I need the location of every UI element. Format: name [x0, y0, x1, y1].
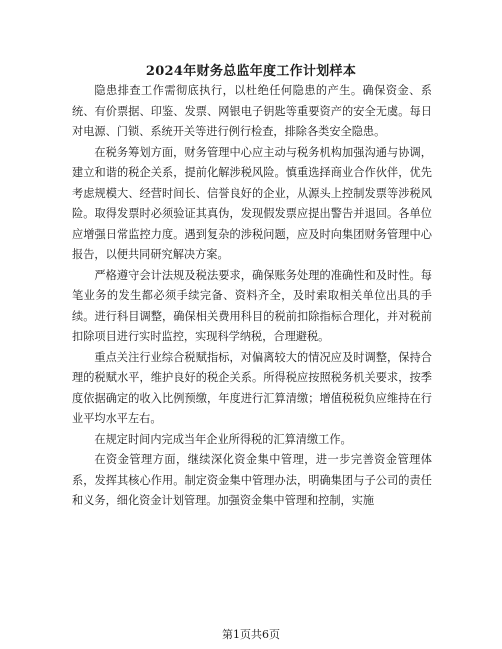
paragraph: 在规定时间内完成当年企业所得税的汇算清缴工作。 — [94, 432, 352, 446]
document-body — [72, 81, 432, 512]
paragraph: 在税务筹划方面，财务管理中心应主动与税务机构加强沟通与协调，建立和谐的税企关系，提前化解涉税风险。慎重选择商业合作伙伴，优先考虑规模大、经营时间长、信誉良好的企业，从源头上控制发票等涉税风险。取得发票时必须验证其真伪，发现假发票应提出警告并退回。各单位应增强日常监控力度。遇到复杂的涉税问题，应及时向集团财务管理中心报告，以便共同研究解决方案。 — [72, 145, 432, 261]
page-indicator: 第1页共6页 — [222, 628, 280, 641]
paragraph: 重点关注行业综合税赋指标，对偏离较大的情况应及时调整，保持合理的税赋水平，维护良好的税企关系。所得税应按照税务机关要求，按季度依据确定的收入比例预缴，年度进行汇算清缴；增值税税负应维持在行业平均水平左右。 — [72, 350, 432, 425]
paragraph: 严格遵守会计法规及税法要求，确保账务处理的准确性和及时性。每笔业务的发生都必须手续完备、资料齐全，及时索取相关单位出具的手续。进行科目调整，确保相关费用科目的税前扣除指标合理化，并对税前扣除项目进行实时监控，实现科学纳税，合理避税。 — [72, 268, 432, 343]
paragraph: 隐患排查工作需彻底执行，以杜绝任何隐患的产生。确保资金、系统、有价票据、印鉴、发票、网银电子钥匙等重要资产的安全无虞。每日对电源、门锁、系统开关等进行例行检查，排除各类安全隐患。 — [72, 84, 432, 138]
document-title: 2024年财务总监年度工作计划样本 — [145, 64, 357, 79]
paragraph: 在资金管理方面，继续深化资金集中管理，进一步完善资金管理体系，发挥其核心作用。制定资金集中管理办法，明确集团与子公司的责任和义务，细化资金计划管理。加强资金集中管理和控制，实施 — [72, 453, 432, 507]
